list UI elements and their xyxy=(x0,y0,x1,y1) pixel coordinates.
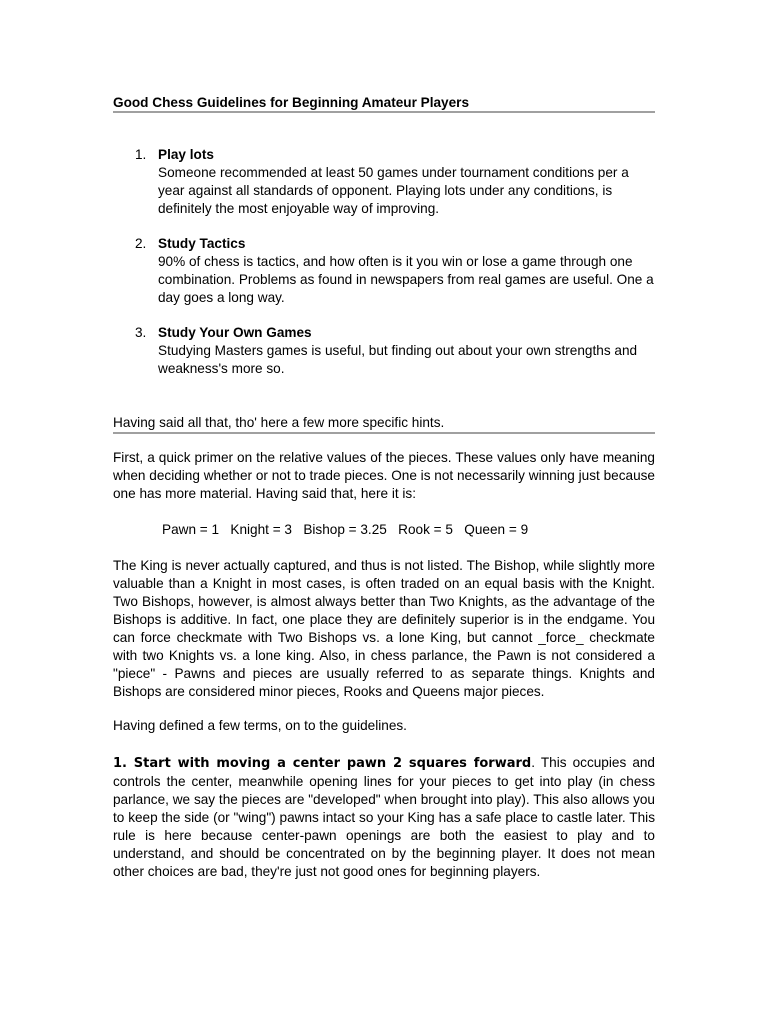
hints-line: Having said all that, tho' here a few more specific hints. xyxy=(113,415,445,430)
list-number: 2. xyxy=(135,236,147,251)
guideline-list xyxy=(113,146,655,395)
guideline-1-heading: 1. Start with moving a center pawn 2 squares forward xyxy=(113,756,532,771)
terms-line: Having defined a few terms, on to the guidelines. xyxy=(113,718,407,733)
king-paragraph: The King is never actually captured, and thus is not listed. The Bishop, while slightly more valuable than a Knight in most cases, is often traded on an equal basis with the Knight. Two Bishops, however, is almost always better than Two Knights, as the advantage of the Bishops is additive. In fact, one place they are definitely superior is in the endgame. You can force checkmate with Two Bishops vs. a lone King, but cannot _force_ checkmate with two Knights vs. a lone king. Also, in chess parlance, the Pawn is not considered a "piece" - Pawns and pieces are usually referred to as separate things. Knights and Bishops are considered minor pieces, Rooks and Queens major pieces. xyxy=(113,558,655,699)
list-item xyxy=(113,146,655,218)
hints-divider xyxy=(113,432,655,434)
piece-values: Pawn = 1 Knight = 3 Bishop = 3.25 Rook = 5 Queen = 9 xyxy=(162,522,529,537)
list-heading: Play lots xyxy=(158,147,214,162)
list-number: 3. xyxy=(135,325,147,340)
list-body: Studying Masters games is useful, but finding out about your own strengths and weakness's more so. xyxy=(158,343,638,376)
primer-paragraph: First, a quick primer on the relative values of the pieces. These values only have meaning when deciding whether or not to trade pieces. One is not necessarily winning just because one has more material. Having said that, here it is: xyxy=(113,450,655,501)
list-body: 90% of chess is tactics, and how often is it you win or lose a game through one combination. Problems as found in newspapers from real games are useful. One a day goes a long way. xyxy=(158,254,654,305)
guideline-1-paragraph xyxy=(113,754,655,881)
list-body: Someone recommended at least 50 games under tournament conditions per a year against all standards of opponent. Playing lots under any conditions, is definitely the most enjoyable way of improving. xyxy=(158,165,629,216)
list-item xyxy=(113,324,655,378)
title-divider xyxy=(113,111,655,113)
guideline-1-body: . This occupies and controls the center, meanwhile opening lines for your pieces to get into play (in chess parlance, we say the pieces are "developed" when brought into play). This also allows you to keep the side (or "wing") pawns intact so your King has a safe place to castle later. This rule is here because center-pawn openings are both the easiest to play and to understand, and should be concentrated on by the beginning player. It does not mean other choices are bad, they're just not good ones for beginning players. xyxy=(113,755,655,879)
list-heading: Study Tactics xyxy=(158,236,246,251)
list-number: 1. xyxy=(135,147,147,162)
list-heading: Study Your Own Games xyxy=(158,325,312,340)
list-item xyxy=(113,235,655,307)
document-title: Good Chess Guidelines for Beginning Amateur Players xyxy=(113,95,470,110)
